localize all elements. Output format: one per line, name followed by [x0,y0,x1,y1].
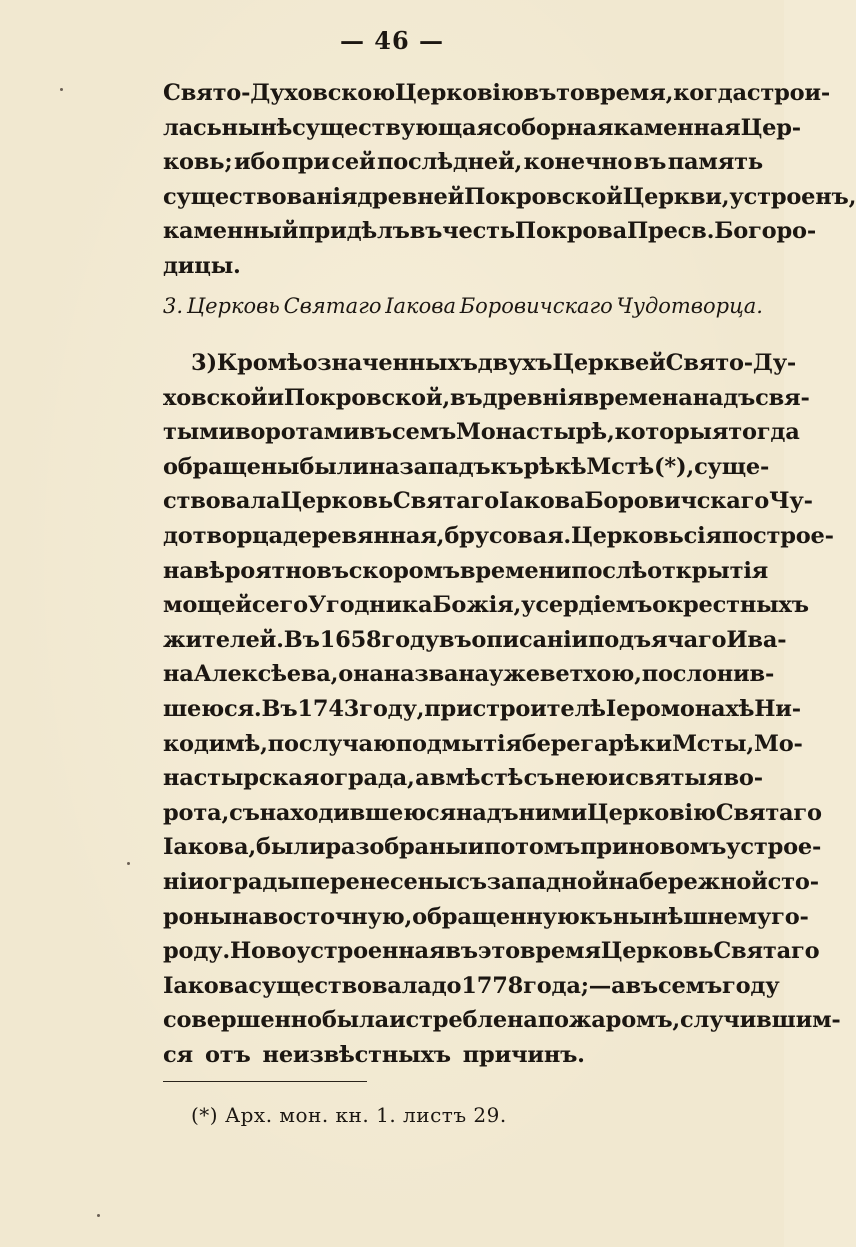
word: 1658 [319,626,382,653]
word: восточную, [262,903,413,930]
word: ствовала [163,488,281,515]
word: въ [523,80,557,106]
text-line [163,934,820,969]
word: при [580,834,629,861]
word: послѣдней, [376,149,523,176]
word: году [722,972,780,999]
word: время [519,938,601,965]
heading-word: 3. [163,294,184,318]
word: 3) [191,350,217,376]
word: въ [449,384,483,411]
word: она [338,661,384,688]
word: тогда [728,419,800,446]
paper-speck [127,862,130,865]
word: это [477,938,520,965]
word: устрое- [726,834,822,861]
word: надъ [455,799,519,826]
word: сто- [767,868,819,895]
text-line [163,865,819,900]
word: Мсты, [672,730,754,757]
heading-word: Чудотворца. [616,294,763,318]
word: во- [723,765,763,792]
word: (*), [653,453,695,480]
word: обращенную [412,903,580,930]
word: означенныхъ [302,350,478,376]
word: Покровской [464,183,623,210]
word: съ [523,765,555,792]
word: Церковь [571,522,684,549]
word: и [467,834,485,861]
word: перенесены [299,868,457,895]
word: къ [490,453,524,480]
word: до [431,972,462,999]
text-line [163,969,780,1004]
word: новомъ [628,834,727,861]
word: на [163,661,194,688]
word: ограда, [319,765,415,792]
word: обращены [163,453,300,480]
word: ховской [163,384,268,411]
word: набережной [608,868,768,895]
text-line [163,519,834,554]
word: Божія, [432,592,522,619]
word: мощей [163,592,252,619]
text-line [163,761,763,796]
heading-word: Іакова [385,294,456,318]
word: ибо [233,149,281,176]
word: пожаромъ, [537,1007,681,1034]
word: Церкви, [622,183,730,210]
word: скоромъ [348,557,460,584]
text-line [163,145,763,180]
word: Церквей [552,350,666,376]
word: каменный [163,218,299,245]
word: честь [442,218,515,245]
word: соборная [492,114,614,141]
text-line [163,249,763,284]
word: ковь; [163,149,233,176]
word: года;—а [523,972,626,999]
word: въ [316,557,349,584]
word: подъячаго [587,626,727,653]
text-line [163,588,809,623]
word: усердіемъ [521,592,653,619]
text-line [163,657,775,692]
word: Новоустроенная [229,938,446,965]
text-line [163,450,770,485]
word: Іакова [499,488,585,515]
text-line [163,900,809,935]
word: на [231,903,263,930]
word: окрестныхъ [652,592,809,619]
word: году, [359,695,425,722]
word: строителѣ [472,695,606,722]
word: была [321,1007,390,1034]
section-heading [163,294,763,318]
word: которыя [614,419,729,446]
word: нынѣшнему [612,903,772,930]
word: уже [489,661,540,688]
word: по [267,730,299,757]
word: сія [683,522,722,549]
word: настырская [163,765,320,792]
word: при [281,149,330,176]
text-line [163,554,769,589]
word: нынѣ [221,114,293,141]
word: , [606,419,615,446]
text-line [163,180,856,215]
word: находившеюся [259,799,456,826]
word: Мстѣ [586,453,654,480]
word: семъ [391,419,457,446]
word: воротами [234,419,360,446]
word: Богоро- [714,218,816,245]
word: подмытія [395,730,522,757]
word: совершенно [163,1007,322,1034]
text-line [163,111,801,146]
word: ся [163,1041,193,1068]
word: въ [445,938,478,965]
text-line [163,623,787,658]
word: названа [383,661,490,688]
word: въ [438,626,472,653]
word: Пресв. [626,218,715,245]
word: на [368,453,400,480]
text-line [163,76,831,111]
word: случаю [298,730,396,757]
word: отъ [204,1041,251,1068]
text-line [163,415,800,450]
word: рѣки [608,730,673,757]
word: послонив- [641,661,775,688]
word: Цер- [740,114,801,141]
word: причинъ. [462,1041,585,1068]
word: Кромѣ [216,350,303,376]
text-line [163,796,822,831]
word: суще- [694,453,770,480]
word: Покровской, [283,384,450,411]
word: ніи [163,868,205,895]
word: Святаго [392,488,499,515]
text-line [163,830,822,865]
word: вѣроятно [193,557,317,584]
word: двухъ [477,350,553,376]
word: Церковію [587,799,716,826]
word: были [299,453,369,480]
word: съ [229,799,260,826]
text-line [163,381,810,416]
word: дотворца [163,522,283,549]
word: существовала [248,972,432,999]
word: Чу- [769,488,813,515]
word: существованія [163,183,358,210]
text-line [163,692,801,727]
word: Монастырѣ [456,419,607,446]
text-line [163,1003,841,1038]
word: на [163,557,194,584]
word: Покрова [514,218,627,245]
word: брусовая. [444,522,572,549]
word: западной [486,868,609,895]
word: берега [521,730,609,757]
word: нею [554,765,608,792]
word: каменная [613,114,741,141]
word: и [608,765,625,792]
word: сей [331,149,376,176]
word: устроенъ, [729,183,856,210]
word: открытія [647,557,769,584]
word: деревянная, [282,522,445,549]
word: времени [459,557,572,584]
word: послѣ [571,557,648,584]
word: строи- [746,80,831,106]
word: конечно [523,149,633,176]
word: надъ [692,384,756,411]
word: кодимѣ, [163,730,268,757]
word: вмѣстѣ [429,765,524,792]
word: ветхою, [539,661,642,688]
word: лась [163,114,222,141]
word: время, [584,80,674,106]
word: описаніи [471,626,588,653]
word: рѣкѣ [523,453,587,480]
word: истреблена [389,1007,538,1034]
word: Церковь [600,938,714,965]
footnote-divider [163,1081,367,1082]
word: неизвѣстныхъ [262,1041,451,1068]
word: свя- [755,384,810,411]
footnote: (*) Арх. мон. кн. 1. листъ 29. [191,1103,507,1127]
word: Церковію [394,80,524,106]
word: роду. [163,938,230,965]
word: ограды [204,868,300,895]
word: семъ [657,972,723,999]
word: шеюся. [163,695,262,722]
word: разобраны [325,834,468,861]
word: дицы. [163,252,241,279]
paper-speck [97,1214,100,1217]
paragraph-1 [163,76,856,284]
word: Іакова [163,972,249,999]
word: существующая [292,114,493,141]
text-line [163,1038,763,1073]
heading-word: Церковь [186,294,280,318]
word: Ива- [726,626,787,653]
word: древней [357,183,465,210]
text-line [163,214,816,249]
word: Церковь [280,488,393,515]
word: жителей. [163,626,284,653]
heading-word: Боровичскаго [459,294,613,318]
word: западъ [399,453,491,480]
word: времена [583,384,693,411]
word: Боровичскаго [584,488,770,515]
text-line [163,346,797,381]
word: Алексѣева, [193,661,339,688]
word: Святаго [713,938,820,965]
word: память [667,149,763,176]
word: году [381,626,439,653]
paragraph-2 [163,346,841,1072]
word: при [424,695,473,722]
text-line [163,484,813,519]
word: съ [456,868,487,895]
word: Мо- [754,730,803,757]
word: а [415,765,430,792]
word: въ [625,972,658,999]
word: рота, [163,799,230,826]
word: Угодника [307,592,433,619]
word: къ [579,903,613,930]
word: въ [359,419,392,446]
word: святыя [625,765,724,792]
page-number: — 46 — [339,26,445,55]
word: случившим- [680,1007,841,1034]
word: роны [163,903,232,930]
word: древнія [482,384,584,411]
word: въ [409,218,443,245]
word: когда [673,80,747,106]
text-line [163,727,803,762]
word: въ [633,149,667,176]
word: потомъ [484,834,581,861]
word: ними [518,799,588,826]
word: Іеромонахѣ [605,695,755,722]
word: Въ [283,626,320,653]
word: Свято-Ду- [665,350,797,376]
word: сего [251,592,308,619]
word: построе- [721,522,834,549]
word: были [256,834,326,861]
word: то [556,80,585,106]
word: Ни- [754,695,801,722]
word: тыми [163,419,235,446]
word: Святаго [715,799,822,826]
heading-word: Святаго [283,294,382,318]
paper-speck [60,88,63,91]
word: Свято-Духовскою [163,80,395,106]
word: Іакова, [163,834,257,861]
word: го- [771,903,809,930]
word: 1743 [297,695,360,722]
word: 1778 [461,972,524,999]
word: придѣлъ [298,218,410,245]
word: Въ [261,695,298,722]
word: и [267,384,284,411]
